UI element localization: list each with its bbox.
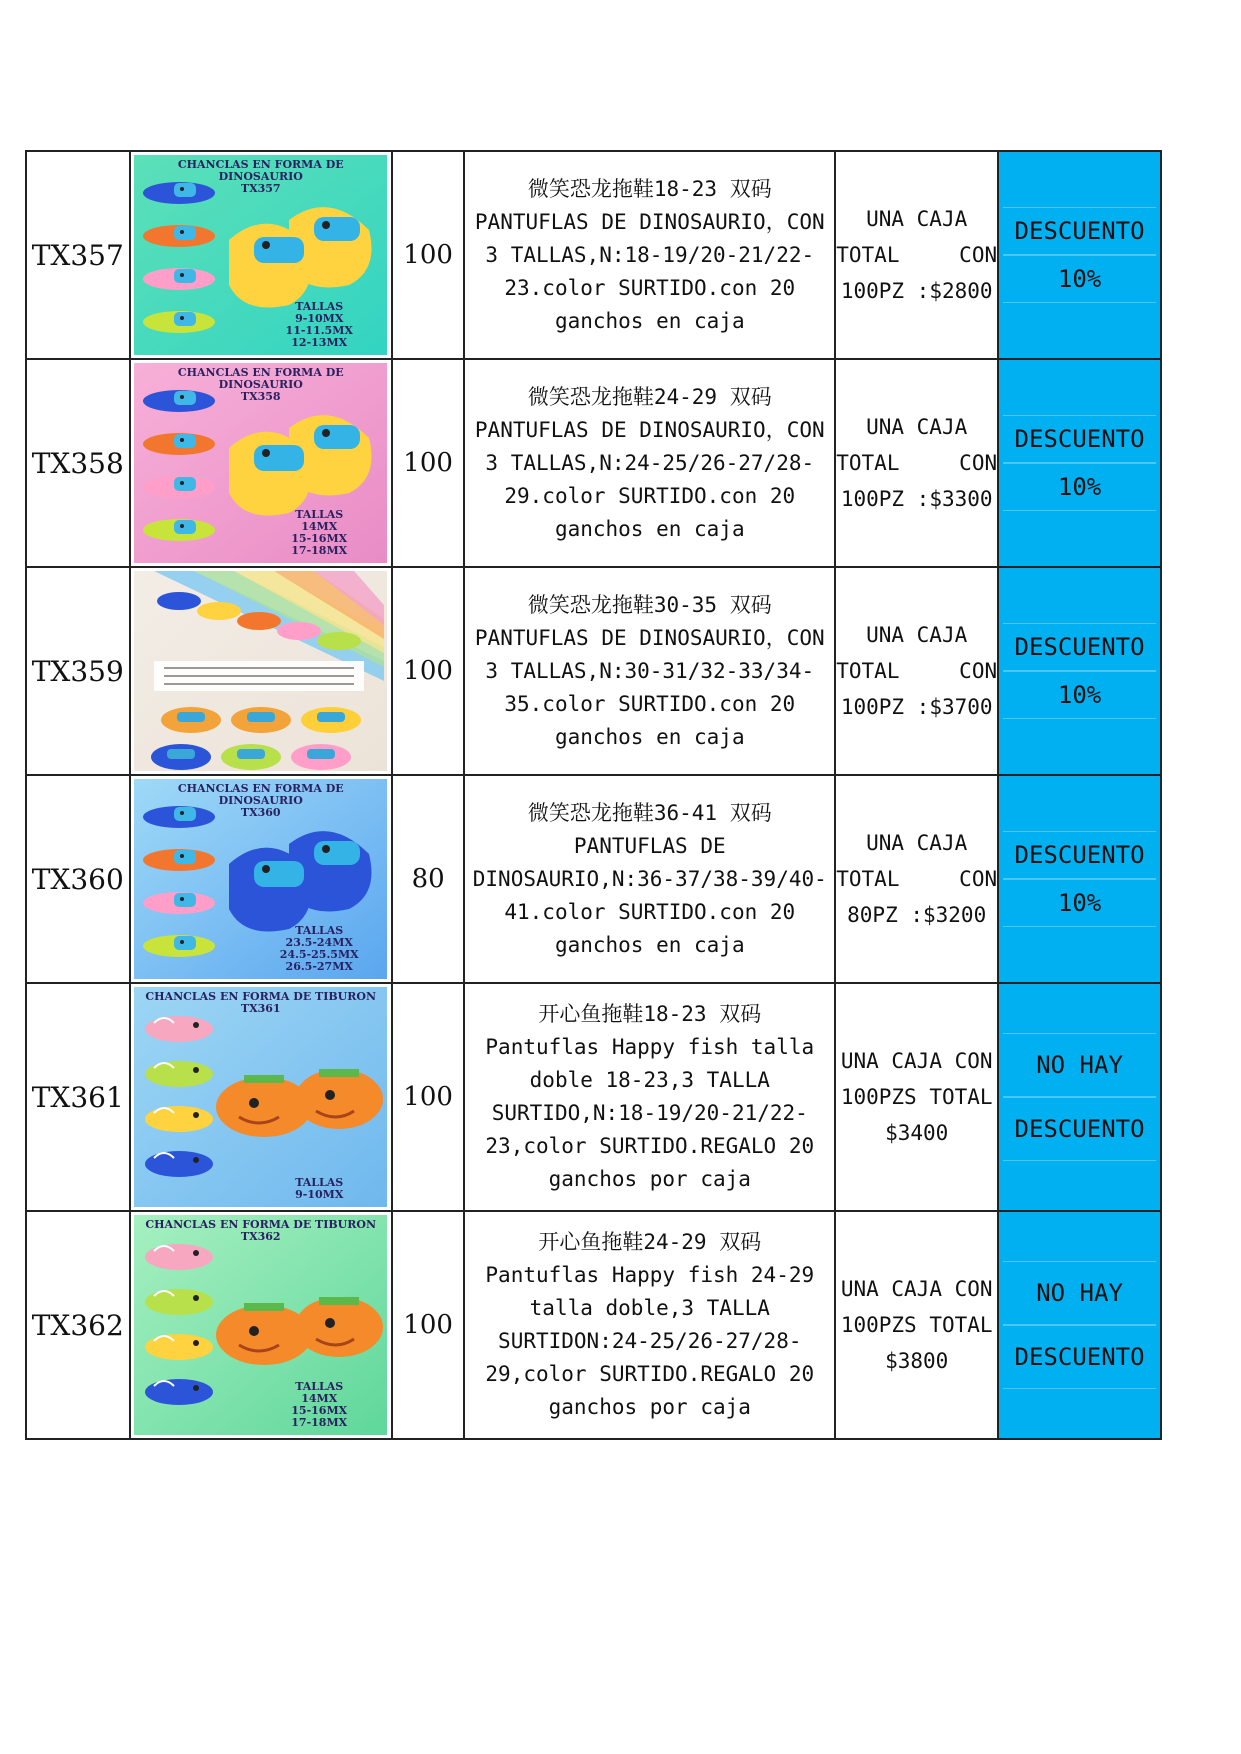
description-line: ganchos en caja xyxy=(554,724,745,749)
image-sizes xyxy=(274,925,364,973)
size-value: 9-10MX xyxy=(295,1188,344,1201)
product-code: TX362 xyxy=(26,1211,130,1439)
size-value: 17-18MX xyxy=(291,1416,348,1429)
description-line: 开心鱼拖鞋18-23 双码 xyxy=(538,1002,762,1026)
product-description xyxy=(464,983,835,1211)
product-price xyxy=(835,567,998,775)
size-value: 23.5-24MX xyxy=(285,936,353,949)
product-discount xyxy=(998,151,1161,359)
price-line: 80PZ :$3200 xyxy=(847,903,987,927)
product-image-cell xyxy=(130,1211,392,1439)
description-line: DINOSAURIO,N:36-37/38-39/40- xyxy=(472,866,827,891)
product-description xyxy=(464,151,835,359)
price-line: UNA CAJA CON xyxy=(840,1277,993,1301)
price-line: TOTAL CON xyxy=(836,451,998,475)
price-line: 100PZ :$3700 xyxy=(840,695,993,719)
product-row xyxy=(26,151,1161,359)
description-line: 微笑恐龙拖鞋18-23 双码 xyxy=(527,176,772,201)
size-value: 24.5-25.5MX xyxy=(279,948,359,961)
description-line: doble 18-23,3 TALLA xyxy=(529,1068,770,1092)
product-image xyxy=(134,363,387,563)
product-image xyxy=(134,987,387,1207)
size-value: 17-18MX xyxy=(291,544,348,557)
description-line: ganchos en caja xyxy=(554,308,745,333)
product-quantity: 100 xyxy=(392,1211,464,1439)
product-image-cell xyxy=(130,359,392,567)
description-line: 微笑恐龙拖鞋24-29 双码 xyxy=(527,384,772,409)
product-discount xyxy=(998,359,1161,567)
image-title xyxy=(134,1219,387,1243)
sizes-label: TALLAS xyxy=(295,508,344,521)
product-row xyxy=(26,567,1161,775)
product-code: TX361 xyxy=(26,983,130,1211)
size-value: 14MX xyxy=(301,520,338,533)
product-quantity: 100 xyxy=(392,567,464,775)
image-title xyxy=(134,159,387,195)
product-price xyxy=(835,983,998,1211)
description-line: PANTUFLAS DE DINOSAURIO，CON xyxy=(474,625,825,650)
image-title xyxy=(134,991,387,1015)
discount-line: DESCUENTO xyxy=(1003,1325,1156,1389)
image-title xyxy=(134,367,387,403)
product-price xyxy=(835,151,998,359)
image-code: TX357 xyxy=(240,182,281,195)
product-code: TX357 xyxy=(26,151,130,359)
price-line: UNA CAJA xyxy=(866,623,968,647)
size-value: 11-11.5MX xyxy=(285,324,353,337)
image-sizes xyxy=(274,1177,364,1201)
product-quantity: 100 xyxy=(392,151,464,359)
discount-line: DESCUENTO xyxy=(1003,207,1156,255)
image-sizes xyxy=(274,1381,364,1429)
product-code: TX359 xyxy=(26,567,130,775)
product-row xyxy=(26,359,1161,567)
price-line: UNA CAJA xyxy=(866,415,968,439)
discount-line: 10% xyxy=(1003,879,1156,927)
sizes-label: TALLAS xyxy=(295,300,344,313)
description-line: PANTUFLAS DE xyxy=(573,833,726,858)
price-line: $3400 xyxy=(885,1121,949,1145)
discount-line: DESCUENTO xyxy=(1003,831,1156,879)
description-line: 3 TALLAS,N:30-31/32-33/34- xyxy=(485,658,815,683)
description-line: 29,color SURTIDO.REGALO 20 xyxy=(485,1362,815,1386)
product-description xyxy=(464,775,835,983)
description-line: 41.color SURTIDO.con 20 xyxy=(504,899,796,924)
price-line: $3800 xyxy=(885,1349,949,1373)
sizes-label: TALLAS xyxy=(295,1380,344,1393)
image-sizes xyxy=(274,509,364,557)
description-line: 3 TALLAS,N:18-19/20-21/22- xyxy=(485,242,815,267)
price-line: UNA CAJA xyxy=(866,207,968,231)
image-sizes xyxy=(274,301,364,349)
product-image-cell xyxy=(130,567,392,775)
description-line: 23,color SURTIDO.REGALO 20 xyxy=(485,1134,815,1158)
discount-line: 10% xyxy=(1003,463,1156,511)
description-line: 3 TALLAS,N:24-25/26-27/28- xyxy=(485,450,815,475)
product-image-cell xyxy=(130,775,392,983)
discount-line: DESCUENTO xyxy=(1003,623,1156,671)
product-row xyxy=(26,983,1161,1211)
size-value: 9-10MX xyxy=(295,312,344,325)
size-value: 15-16MX xyxy=(291,1404,348,1417)
product-image-cell xyxy=(130,151,392,359)
description-line: 微笑恐龙拖鞋36-41 双码 xyxy=(527,800,772,825)
image-title-text: CHANCLAS EN FORMA DE TIBURON xyxy=(145,990,377,1003)
description-line: ganchos por caja xyxy=(548,1395,751,1419)
description-line: SURTIDO,N:18-19/20-21/22- xyxy=(491,1101,808,1125)
size-value: 12-13MX xyxy=(291,336,348,349)
price-line: 100PZS TOTAL xyxy=(840,1085,993,1109)
sizes-label: TALLAS xyxy=(295,1176,344,1189)
product-discount xyxy=(998,775,1161,983)
product-image xyxy=(134,571,387,771)
image-code: TX358 xyxy=(240,390,281,403)
product-discount xyxy=(998,567,1161,775)
image-code: TX361 xyxy=(240,1002,281,1015)
size-value: 15-16MX xyxy=(291,532,348,545)
description-line: Pantuflas Happy fish 24-29 xyxy=(485,1263,815,1287)
product-code: TX360 xyxy=(26,775,130,983)
description-line: 开心鱼拖鞋24-29 双码 xyxy=(538,1230,762,1254)
size-value: 26.5-27MX xyxy=(285,960,353,973)
discount-line: 10% xyxy=(1003,255,1156,303)
description-line: 35.color SURTIDO.con 20 xyxy=(504,691,796,716)
product-description xyxy=(464,359,835,567)
product-illustration xyxy=(134,987,387,1207)
description-line: 29.color SURTIDO.con 20 xyxy=(504,483,796,508)
description-line: talla doble,3 TALLA xyxy=(529,1296,770,1320)
description-line: ganchos por caja xyxy=(548,1167,751,1191)
price-line: 100PZ :$3300 xyxy=(840,487,993,511)
product-discount xyxy=(998,1211,1161,1439)
description-line: 微笑恐龙拖鞋30-35 双码 xyxy=(527,592,772,617)
product-illustration xyxy=(134,571,387,771)
description-line: 23.color SURTIDO.con 20 xyxy=(504,275,796,300)
discount-line: DESCUENTO xyxy=(1003,415,1156,463)
discount-line: NO HAY xyxy=(1003,1033,1156,1097)
description-line: ganchos en caja xyxy=(554,932,745,957)
product-price xyxy=(835,1211,998,1439)
image-title xyxy=(134,783,387,819)
description-line: Pantuflas Happy fish talla xyxy=(485,1035,815,1059)
discount-line: NO HAY xyxy=(1003,1261,1156,1325)
discount-line: DESCUENTO xyxy=(1003,1097,1156,1161)
image-title-text: CHANCLAS EN FORMA DE TIBURON xyxy=(145,1218,377,1231)
product-quantity: 100 xyxy=(392,983,464,1211)
description-line: ganchos en caja xyxy=(554,516,745,541)
product-quantity: 80 xyxy=(392,775,464,983)
discount-line: 10% xyxy=(1003,671,1156,719)
description-line: SURTIDON:24-25/26-27/28- xyxy=(498,1329,802,1353)
product-code: TX358 xyxy=(26,359,130,567)
product-image-cell xyxy=(130,983,392,1211)
price-line: TOTAL CON xyxy=(836,867,998,891)
product-description xyxy=(464,567,835,775)
price-line: UNA CAJA xyxy=(866,831,968,855)
price-line: 100PZ :$2800 xyxy=(840,279,993,303)
product-image xyxy=(134,1215,387,1435)
price-line: UNA CAJA CON xyxy=(840,1049,993,1073)
product-quantity: 100 xyxy=(392,359,464,567)
image-title-text: CHANCLAS EN FORMA DE DINOSAURIO xyxy=(177,158,344,183)
sizes-label: TALLAS xyxy=(295,924,344,937)
product-price xyxy=(835,359,998,567)
description-line: PANTUFLAS DE DINOSAURIO，CON xyxy=(474,417,825,442)
product-image xyxy=(134,155,387,355)
image-code: TX360 xyxy=(240,806,281,819)
product-description xyxy=(464,1211,835,1439)
price-line: 100PZS TOTAL xyxy=(840,1313,993,1337)
price-line: TOTAL CON xyxy=(836,243,998,267)
product-discount xyxy=(998,983,1161,1211)
image-code: TX362 xyxy=(240,1230,281,1243)
price-line: TOTAL CON xyxy=(836,659,998,683)
product-price xyxy=(835,775,998,983)
product-row xyxy=(26,775,1161,983)
product-image xyxy=(134,779,387,979)
description-line: PANTUFLAS DE DINOSAURIO，CON xyxy=(474,209,825,234)
size-value: 14MX xyxy=(301,1392,338,1405)
product-table xyxy=(25,150,1162,1440)
image-title-text: CHANCLAS EN FORMA DE DINOSAURIO xyxy=(177,782,344,807)
product-row xyxy=(26,1211,1161,1439)
image-title-text: CHANCLAS EN FORMA DE DINOSAURIO xyxy=(177,366,344,391)
